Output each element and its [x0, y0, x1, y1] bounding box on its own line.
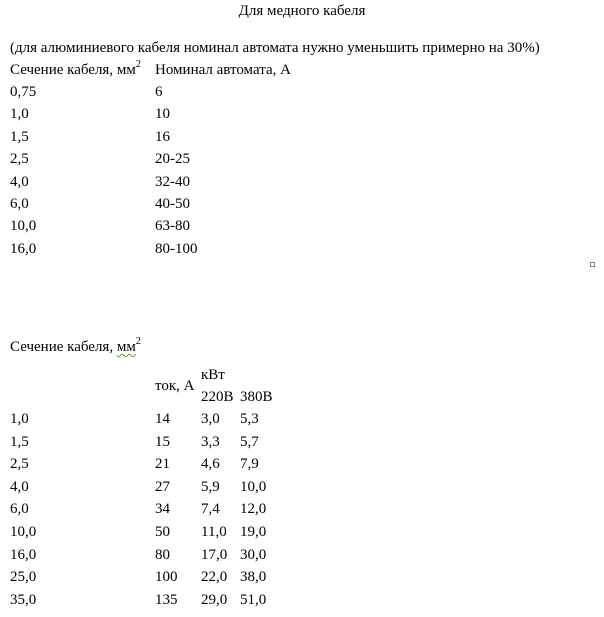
table2-row-cell: 3,3 [201, 433, 220, 450]
table2-row-cell: 38,0 [240, 569, 267, 586]
table1-row-cell: 80-100 [155, 240, 198, 257]
table2-row-cell: 29,0 [201, 591, 228, 608]
table2-header [10, 336, 141, 356]
table1-row-cell: 1,5 [10, 128, 29, 145]
table2-header-power: кВт [201, 367, 225, 383]
table2-header-current: ток, А [155, 378, 195, 394]
table2-row-cell: 35,0 [10, 591, 37, 608]
table2-header-unit: мм [116, 339, 136, 355]
table2-row-cell: 7,9 [240, 456, 259, 473]
table1-row-cell: 4,0 [10, 173, 29, 190]
table2-row-cell: 7,4 [201, 501, 220, 518]
table1-row-cell: 16,0 [10, 240, 37, 257]
table2-row-cell: 16,0 [10, 546, 37, 563]
table2-row-cell: 80 [155, 546, 170, 563]
table2-row-cell: 1,5 [10, 433, 29, 450]
table1-header-unit: мм [116, 62, 136, 78]
table2-row-cell: 3,0 [201, 411, 220, 427]
table1-row-cell: 32-40 [155, 173, 190, 190]
table2-row-cell: 12,0 [240, 501, 267, 518]
table2-row-cell: 19,0 [240, 524, 267, 540]
table2-row-cell: 22,0 [201, 569, 228, 586]
table1-row-cell: 6 [155, 84, 163, 100]
table2-row-cell: 10,0 [10, 524, 37, 540]
table2-row-cell: 5,7 [240, 433, 259, 450]
table1-row-cell: 63-80 [155, 218, 190, 235]
document-title: Для медного кабеля [238, 3, 366, 19]
table1-row-cell: 16 [155, 128, 170, 145]
table2-header-sup: 2 [135, 336, 141, 347]
table2-row-cell: 135 [155, 591, 178, 608]
table1-row-cell: 1,0 [10, 106, 29, 123]
anchor-marker [590, 262, 595, 267]
table1-row-cell: 40-50 [155, 196, 190, 212]
table2-row-cell: 4,0 [10, 478, 29, 495]
table2-row-cell: 50 [155, 524, 170, 540]
table1-row-cell: 10 [155, 106, 170, 123]
table2-row-cell: 100 [155, 569, 178, 586]
table2-row-cell: 11,0 [201, 524, 227, 540]
table2-row-cell: 27 [155, 478, 170, 495]
table2-row-cell: 34 [155, 501, 170, 518]
table2-row-cell: 30,0 [240, 546, 267, 563]
table2-row-cell: 17,0 [201, 546, 228, 563]
table1-row-cell: 10,0 [10, 218, 37, 235]
table2-header-380: 380В [240, 389, 273, 405]
table2-header-220: 220В [201, 389, 234, 405]
table1-header [10, 59, 141, 79]
table2-row-cell: 4,6 [201, 456, 220, 473]
table1-header-rating: Номинал автомата, А [155, 62, 291, 78]
table2-row-cell: 15 [155, 433, 170, 450]
aluminum-note: (для алюминиевого кабеля номинал автомата нужно уменьшить примерно на 30%) [10, 40, 540, 56]
table2-row-cell: 5,3 [240, 411, 259, 427]
table1-header-section: Сечение кабеля, [10, 62, 114, 78]
table2-row-cell: 5,9 [201, 478, 220, 495]
table2-row-cell: 51,0 [240, 591, 267, 608]
table2-row-cell: 1,0 [10, 411, 29, 427]
table2-row-cell: 14 [155, 411, 170, 427]
table2-row-cell: 10,0 [240, 478, 267, 495]
table2-row-cell: 25,0 [10, 569, 37, 586]
table2-row-cell: 21 [155, 456, 170, 473]
table2-row-cell: 2,5 [10, 456, 29, 473]
table1-row-cell: 0,75 [10, 84, 37, 100]
table2-header-section: Сечение кабеля, [10, 339, 114, 355]
table1-row-cell: 20-25 [155, 151, 190, 168]
table1-row-cell: 2,5 [10, 151, 29, 168]
table1-row-cell: 6,0 [10, 196, 29, 212]
table1-header-sup: 2 [135, 59, 141, 70]
table2-row-cell: 6,0 [10, 501, 29, 518]
